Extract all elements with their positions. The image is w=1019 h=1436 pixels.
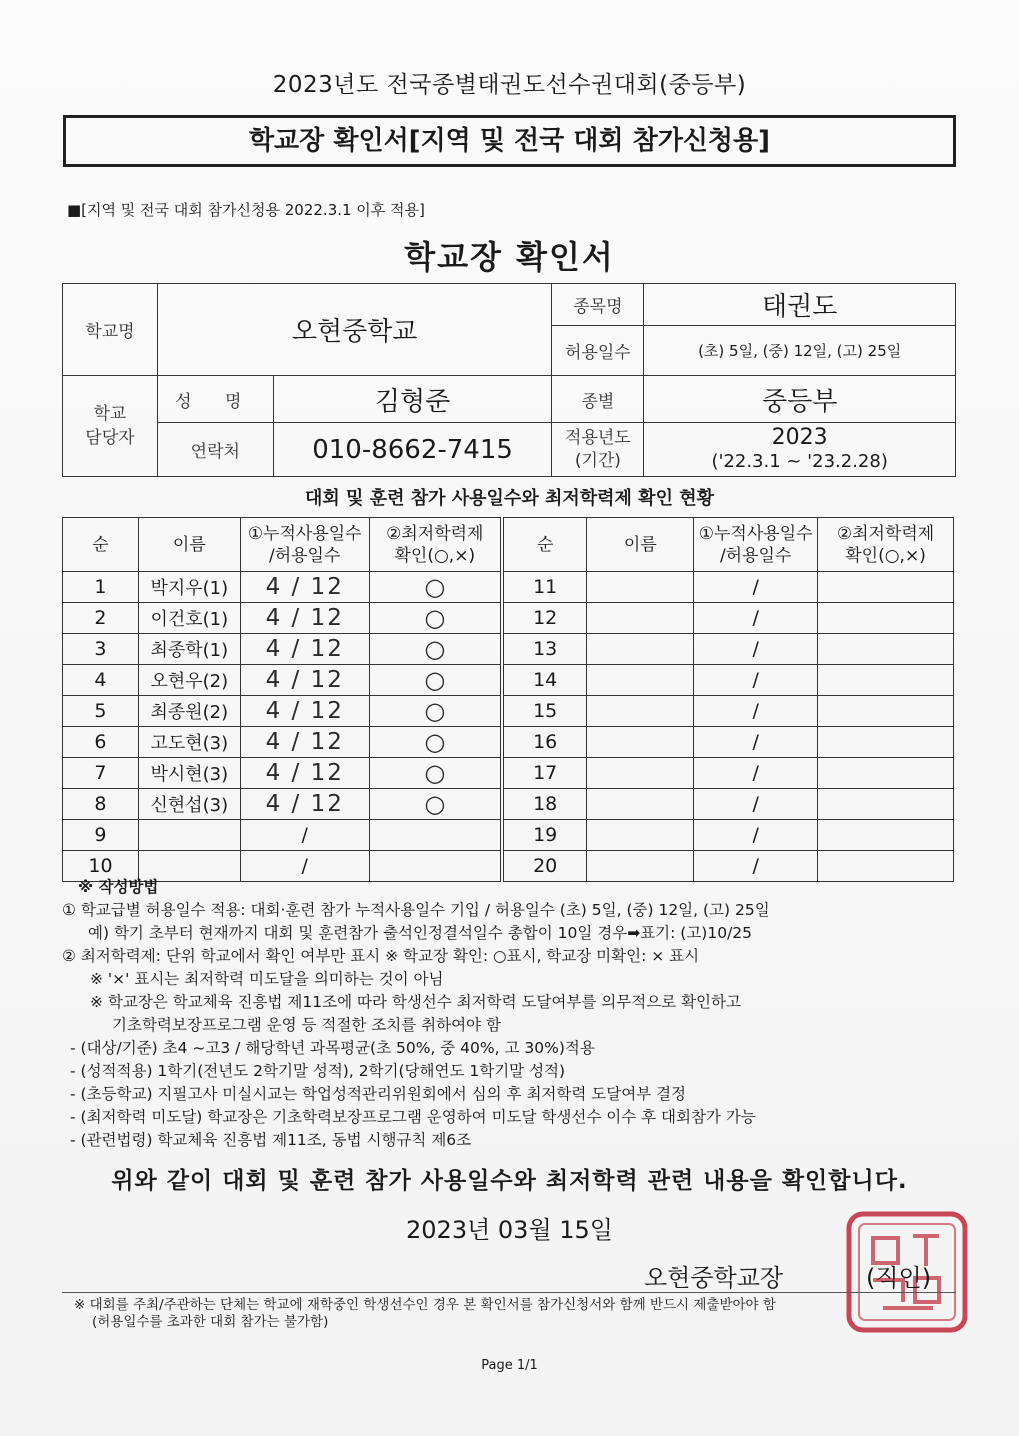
- roster-table: [62, 517, 954, 882]
- athlete-name: 오현우(2): [138, 665, 240, 696]
- instruction-line: - (관련법령) 학교체육 진흥법 제11조, 동법 시행규칙 제6조: [70, 1131, 472, 1149]
- days-used: 4 / 12: [240, 665, 369, 696]
- academic-check: ○: [369, 727, 502, 758]
- form-title: 학교장 확인서[지역 및 전국 대회 참가신청용]: [63, 115, 956, 167]
- athlete-name: 신현섭(3): [138, 789, 240, 820]
- academic-check: [818, 665, 954, 696]
- header-name: 이름: [138, 518, 240, 572]
- days-used: /: [240, 851, 369, 882]
- days-used: /: [694, 696, 818, 727]
- table-row: [63, 696, 954, 727]
- instruction-line: - (초등학교) 지필고사 미실시교는 학업성적관리위원회에서 심의 후 최저학력 도달여부 결정: [70, 1085, 687, 1103]
- instruction-line: ※ '×' 표시는 최저학력 미도달을 의미하는 것이 아님: [90, 970, 444, 988]
- instructions: [62, 876, 962, 1152]
- sport-value: 태권도: [644, 284, 956, 326]
- row-no: 10: [63, 851, 139, 882]
- academic-check: [818, 727, 954, 758]
- academic-check: [818, 789, 954, 820]
- header-name: 이름: [587, 518, 694, 572]
- table-row: [63, 758, 954, 789]
- academic-check: [818, 603, 954, 634]
- academic-check: ○: [369, 789, 502, 820]
- days-used: 4 / 12: [240, 572, 369, 603]
- name-value: 김형준: [273, 376, 552, 423]
- row-no: 18: [502, 789, 587, 820]
- days-used: 4 / 12: [240, 696, 369, 727]
- row-no: 17: [502, 758, 587, 789]
- row-no: 6: [63, 727, 139, 758]
- row-no: 4: [63, 665, 139, 696]
- row-no: 2: [63, 603, 139, 634]
- days-used: 4 / 12: [240, 727, 369, 758]
- days-used: /: [694, 634, 818, 665]
- sport-label: 종목명: [552, 284, 644, 326]
- days-used: /: [694, 789, 818, 820]
- instruction-line: - (최저학력 미도달) 학교장은 기초학력보장프로그램 운영하여 미도달 학생선수 이수 후 대회참가 가능: [70, 1108, 756, 1126]
- division-label: 종별: [552, 376, 644, 423]
- academic-check: [369, 820, 502, 851]
- row-no: 8: [63, 789, 139, 820]
- days-used: /: [694, 851, 818, 882]
- academic-check: [818, 820, 954, 851]
- row-no: 9: [63, 820, 139, 851]
- instruction-line: ① 학교급별 허용일수 적용: 대회·훈련 참가 누적사용일수 기입 / 허용일수 (초) 5일, (중) 12일, (고) 25일: [62, 901, 770, 919]
- academic-check: ○: [369, 603, 502, 634]
- athlete-name: [587, 696, 694, 727]
- instruction-line: 예) 학기 초부터 현재까지 대회 및 훈련참가 출석인정결석일수 총합이 10일 경우➡표기: (고)10/25: [88, 924, 753, 942]
- athlete-name: [587, 634, 694, 665]
- instruction-line: 기초학력보장프로그램 운영 등 적절한 조치를 취하여야 함: [112, 1016, 501, 1034]
- academic-check: ○: [369, 665, 502, 696]
- academic-check: ○: [369, 696, 502, 727]
- athlete-name: 박지우(1): [138, 572, 240, 603]
- header-days: ①누적사용일수 /허용일수: [694, 518, 818, 572]
- principal-name: 오현중학교장: [644, 1264, 784, 1292]
- athlete-name: [587, 758, 694, 789]
- seal-label: (직인): [866, 1264, 932, 1292]
- section-heading: 대회 및 훈련 참가 사용일수와 최저학력제 확인 현황: [304, 488, 714, 509]
- confirmation-statement: 위와 같이 대회 및 훈련 참가 사용일수와 최저학력 관련 내용을 확인합니다.: [111, 1168, 908, 1194]
- footnote-line: (허용일수를 초과한 대회 참가는 불가함): [92, 1314, 329, 1330]
- days-used: /: [694, 665, 818, 696]
- days-label: 허용일수: [552, 326, 644, 376]
- row-no: 12: [502, 603, 587, 634]
- athlete-name: 최종학(1): [138, 634, 240, 665]
- days-used: /: [694, 727, 818, 758]
- header-no: 순: [63, 518, 139, 572]
- footnote: [74, 1297, 964, 1331]
- athlete-name: [587, 727, 694, 758]
- academic-check: [818, 634, 954, 665]
- academic-check: ○: [369, 634, 502, 665]
- days-used: 4 / 12: [240, 758, 369, 789]
- athlete-name: [587, 665, 694, 696]
- row-no: 20: [502, 851, 587, 882]
- table-row: [63, 572, 954, 603]
- athlete-name: 고도현(3): [138, 727, 240, 758]
- row-no: 1: [63, 572, 139, 603]
- instruction-line: - (성적적용) 1학기(전년도 2학기말 성적), 2학기(당해연도 1학기말 성적): [70, 1062, 566, 1080]
- year-label: 적용년도 (기간): [552, 423, 644, 477]
- row-no: 13: [502, 634, 587, 665]
- days-used: /: [694, 758, 818, 789]
- name-label: 성 명: [157, 376, 273, 423]
- division-value: 중등부: [644, 376, 956, 423]
- row-no: 3: [63, 634, 139, 665]
- manager-label: 학교 담당자: [63, 376, 158, 477]
- issue-date: 2023년 03월 15일: [406, 1216, 613, 1244]
- table-row: [63, 665, 954, 696]
- days-used: /: [694, 820, 818, 851]
- year-value: 2023: [771, 424, 828, 450]
- instruction-line: ※ 학교장은 학교체육 진흥법 제11조에 따라 학생선수 최저학력 도달여부를 의무적으로 확인하고: [90, 993, 741, 1011]
- info-table: [62, 283, 956, 477]
- row-no: 16: [502, 727, 587, 758]
- athlete-name: [587, 789, 694, 820]
- athlete-name: [587, 603, 694, 634]
- row-no: 11: [502, 572, 587, 603]
- athlete-name: [587, 820, 694, 851]
- athlete-name: 최종원(2): [138, 696, 240, 727]
- main-heading: 학교장 확인서: [404, 238, 615, 276]
- contact-value: 010-8662-7415: [273, 423, 552, 477]
- academic-check: [818, 758, 954, 789]
- academic-check: [818, 696, 954, 727]
- footnote-line: ※ 대회를 주최/주관하는 단체는 학교에 재학중인 학생선수인 경우 본 확인서를 참가신청서와 함께 반드시 제출받아야 함: [74, 1297, 776, 1313]
- table-row: [63, 634, 954, 665]
- row-no: 7: [63, 758, 139, 789]
- contact-label: 연락처: [157, 423, 273, 477]
- days-used: 4 / 12: [240, 634, 369, 665]
- days-used: 4 / 12: [240, 789, 369, 820]
- athlete-name: 박시현(3): [138, 758, 240, 789]
- academic-check: [818, 572, 954, 603]
- roster-body: [63, 572, 954, 882]
- school-value: 오현중학교: [157, 284, 552, 376]
- row-no: 15: [502, 696, 587, 727]
- school-label: 학교명: [63, 284, 158, 376]
- header-check: ②최저학력제 확인(○,×): [818, 518, 954, 572]
- row-no: 19: [502, 820, 587, 851]
- instruction-line: - (대상/기준) 초4 ~고3 / 해당학년 과목평균(초 50%, 중 40%, 고 30%)적용: [70, 1039, 595, 1057]
- row-no: 5: [63, 696, 139, 727]
- header-days: ①누적사용일수 /허용일수: [240, 518, 369, 572]
- period-value: ('22.3.1 ~ '23.2.28): [711, 450, 888, 472]
- athlete-name: 이건호(1): [138, 603, 240, 634]
- table-row: [63, 727, 954, 758]
- table-row: [63, 603, 954, 634]
- athlete-name: [138, 820, 240, 851]
- instruction-line: ② 최저학력제: 단위 학교에서 확인 여부만 표시 ※ 학교장 확인: ○표시, 학교장 미확인: × 표시: [62, 947, 700, 965]
- athlete-name: [587, 572, 694, 603]
- instructions-title: ※ 작성방법: [78, 878, 159, 896]
- row-no: 14: [502, 665, 587, 696]
- event-title: 2023년도 전국종별태권도선수권대회(중등부): [272, 72, 747, 98]
- table-row: [63, 789, 954, 820]
- page-number: Page 1/1: [481, 1358, 538, 1373]
- days-used: /: [240, 820, 369, 851]
- table-row: [63, 820, 954, 851]
- academic-check: ○: [369, 758, 502, 789]
- year-cell: [644, 423, 956, 477]
- header-check: ②최저학력제 확인(○,×): [369, 518, 502, 572]
- days-value: (초) 5일, (중) 12일, (고) 25일: [644, 326, 956, 376]
- header-no: 순: [502, 518, 587, 572]
- applicability-note: ■[지역 및 전국 대회 참가신청용 2022.3.1 이후 적용]: [67, 201, 425, 219]
- divider: [62, 1292, 956, 1293]
- academic-check: ○: [369, 572, 502, 603]
- days-used: /: [694, 572, 818, 603]
- days-used: 4 / 12: [240, 603, 369, 634]
- days-used: /: [694, 603, 818, 634]
